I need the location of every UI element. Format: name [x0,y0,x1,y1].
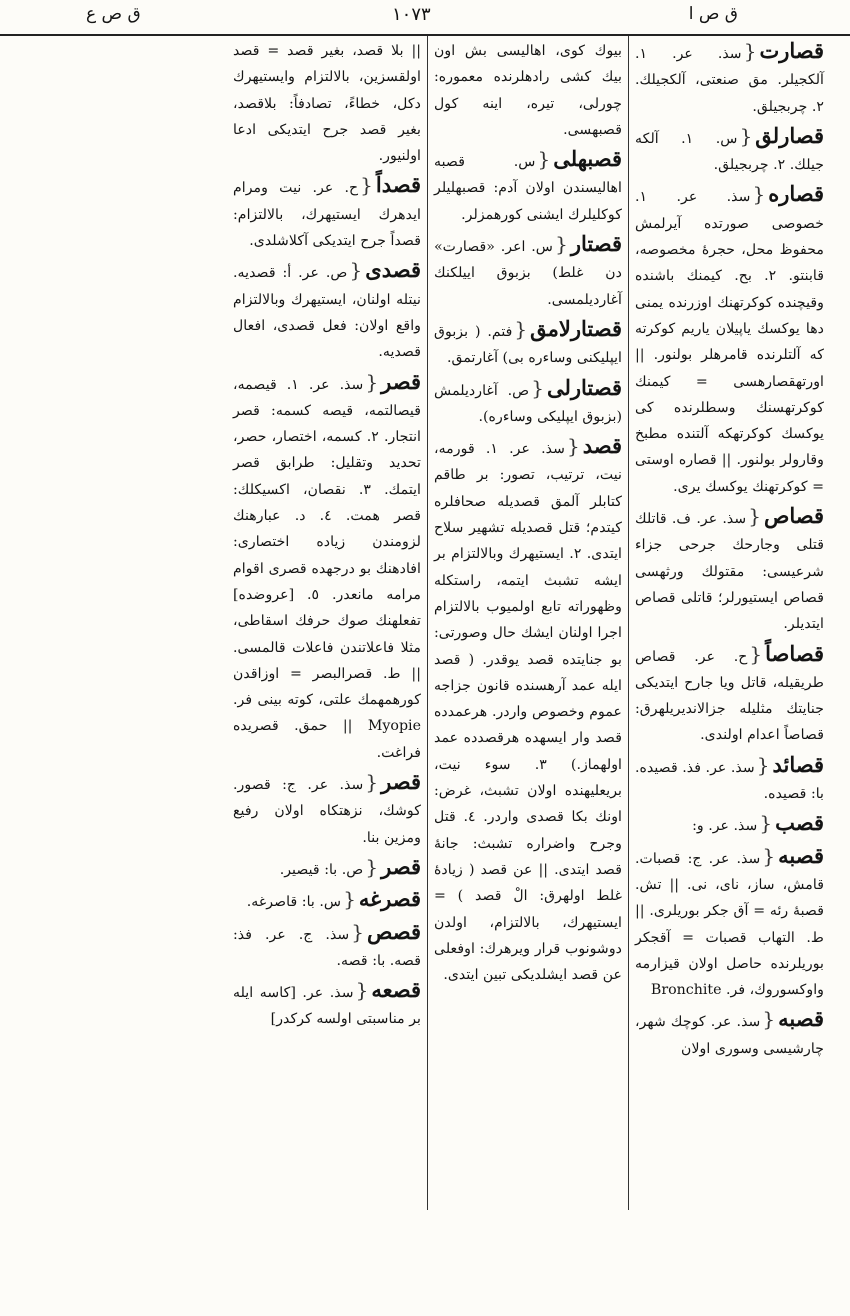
entry-headword: قصبهلی [553,146,622,172]
dictionary-entry [635,752,824,808]
entry-definition: سذ. عر. ١. قورمه، نيت، ترتيب، تصور: بر طاقم كتابلر آلمق قصديله صحافلره كيتدم؛ قتل قصديله تشهير سلاح ايتدی. ٢. ايستيهرك وبالالتزام بر ايشه تشبث ايتمه، راستكله وظهوراته تابع اولميوب بالالتزام اجرا اولنان ايشك حال وصورتی: بو جنايتده قصد يوقدر. ( قصد ايله عمد آرهسنده قانون جزاجه عموم وخصوص واردر. هرعمدده قصد وار ايسهده هرقصدده عمد اولهماز.) ٣. سوء نيت، بريعليهنده اولان تشبث، غرض: اونك بكا قصدی واردر. ٤. قتل وجرح واضراره تشبث: جانهٔ قصد ايتدی. || عن قصد ( زيادهٔ غلط اولهرق: الْ قصد ) = ايستيهرك، بالالتزام، اولدن دوشونوب قرار ويرهرك: اوفعلی عن قصد ايشلديكی تبين ايتدی. [434,441,623,984]
entry-headword: قصداً [375,172,421,198]
dictionary-entry [233,38,421,169]
entry-definition: ص. آغارديلمش (بزبوق ايپليكی وساءره). [434,382,622,425]
dictionary-entry [434,316,622,372]
entry-definition: سذ. عر. ج: قصور. كوشك، نزهتكاه اولان رفيع ومزين بنا. [233,777,421,846]
entry-definition: ح. عر. قصاص طريقيله، قاتل ويا جارح ايتديكی جنايتك مثليله جزالانديريلهرق: قصاصاً اعدام اولندی. [635,648,824,744]
dictionary-entry [434,231,622,313]
brace-glyph: { [514,316,528,341]
brace-glyph: { [759,811,773,836]
entry-headword: قصب [775,810,824,836]
dictionary-entry [635,123,824,179]
brace-glyph: { [365,770,379,795]
dictionary-entry [635,38,824,120]
entry-headword: قصاصاً [765,640,824,666]
entry-definition: س. ١. آلكه جيلك. ٢. چربجيلق. [635,130,824,174]
entry-headword: قصارلق [755,122,824,148]
entry-definition: سذ. عر. و: [692,818,758,835]
entry-definition: س. اعر. «قصارت» دن غلط) بزبوق اييلكنك آغارديلمسی. [434,239,622,308]
entry-definition: ص. با: قيصير. [279,861,364,878]
brace-glyph: { [365,369,379,394]
column-2 [428,36,629,1210]
dictionary-entry [434,375,622,431]
entry-definition: س. قصبه اهاليسندن اولان آدم: قصبهليلر كوكليلرك ايشنی كورهمزلر. [434,154,622,223]
dictionary-entry [635,810,824,839]
dictionary-entry [233,977,421,1033]
columns-container [24,36,830,1210]
entry-definition: سذ. عر. ١. خصوصی صورتده آيرلمش محفوظ محل، حجرهٔ مخصوصه، قابنتو. ٢. بح. كيمنك باشنده وقيچنده كوكرتهنك اوزرنده يمنی دها يوكسك ياپيلان ياريم كوكرته كه آلتلرنده قامرهلر بولنور. || اورتهقصارهسی = كيمنك كوكرتهسنك وسطلرنده كی يوكسك كوكرتهكه آلتنده مطبخ وقارولر بولنور. || قصاره اوستی = كوكرتهنك يوكسك يری. [635,189,824,495]
dictionary-entry [434,146,622,228]
dictionary-entry [635,843,824,1004]
brace-glyph: { [762,1007,776,1032]
entry-headword: قصعه [371,977,421,1003]
entry-headword: قصتارلامق [530,315,622,341]
dictionary-entry [233,854,421,883]
brace-glyph: { [762,843,776,868]
entry-headword: قصدی [365,257,421,283]
brace-glyph: { [756,752,770,777]
brace-glyph: { [343,887,356,912]
header-right-guide: ق ص ا [688,4,738,24]
brace-glyph: { [360,173,373,198]
entry-definition: سذ. عر. ١. آلكجيلر. مق صنعتی، آلكجيلك. ٢. چربجيلق. [635,46,824,115]
entry-headword: قصبه [778,1006,824,1032]
entry-definition: سذ. ج. عر. فذ: قصه. با: قصه. [233,926,421,969]
brace-glyph: { [351,919,365,944]
entry-headword: قصر [381,769,421,795]
brace-glyph: { [566,434,580,459]
entry-headword: قصائد [772,751,824,777]
header-left-guide: ق ص ع [86,4,141,24]
dictionary-entry [233,172,421,254]
column-3 [227,36,428,1210]
page-header [0,0,850,36]
brace-glyph: { [349,258,363,283]
brace-glyph: { [748,504,761,529]
page-number: ١٠٧٣ [392,4,431,25]
entry-definition: سذ. عر. ف. قاتلك قتلی وجارحك جرحی جزاء شرعيسی: مقتولك ورثهسی قصاص ايستيورلر؛ قاتلی قصاص ايتديلر. [635,511,824,633]
dictionary-entry [434,38,622,143]
brace-glyph: { [739,123,753,148]
entry-headword: قصبه [778,842,824,868]
entry-definition: ح. عر. نيت ومرام ايدهرك ايستيهرك، بالالتزام: قصداً جرح ايتديكی آكلاشلدی. [233,180,421,250]
entry-definition: سذ. عر. ١. قيصمه، قيصالتمه، قيصه كسمه: قصر انتجار. ٢. كسمه، اختصار، حصر، تحديد وتقليل: طرابق قصر ايتمك. ٣. نقصان، اكسيكلك: قصر همت. ٤. د. عبارهنك لزومندن زياده اختصاری: افادهنك بو درجهده قصری اقوام مرامه مانعدر. ٥. [عروضده] تفعلهنك صوك حرفك اسقاطی، مثلا فاعلاتندن فاعلات قالمسی. || ط. قصرالبصر = اوزاقدن كورهمهمك علتی، كوته بينی فر. Myopie || حمق. قصريده فراغت. [233,376,421,761]
entry-definition: سذ. عر. ج: قصبات. قامش، ساز، نای، نی. || تش. قصبهٔ رئه = آق جكر بوريلری. || ط. التهاب قصبات = آقجكر بوريلرنده حاصل اولان قيزارمه واوكسوروك، فر. Bronchite [635,850,824,999]
entry-definition: سذ. عر. فذ. قصيده. با: قصيده. [635,759,824,803]
entry-definition: س. با: قاصرغه. [246,894,342,911]
brace-glyph: { [752,182,766,207]
entry-headword: قصرغه [358,886,421,912]
dictionary-entry [635,181,824,500]
entry-headword: قصاره [768,181,824,207]
dictionary-entry [233,369,421,766]
dictionary-entry [233,886,421,915]
entry-headword: قصد [582,433,622,459]
entry-headword: قصر [381,853,421,879]
entry-definition: بيوك كوی، اهاليسی بش اون بيك كشی رادهلرنده معموره: چورلی، تيره، اينه كول قصبهسی. [434,43,622,138]
brace-glyph: { [355,978,369,1003]
brace-glyph: { [365,854,379,879]
entry-definition: || بلا قصد، بغير قصد = قصد اولقسزين، بالالتزام وايستيهرك دكل، خطاءً، تصادفاً: بلاقصد، بغير قصد جرح ايتديكی ادعا اولنيور. [233,43,421,165]
brace-glyph: { [743,39,757,63]
dictionary-entry [635,503,824,637]
entry-headword: قصاص [763,503,824,529]
dictionary-entry [233,919,421,975]
entry-definition: سذ. عر. كوچك شهر، چارشيسی وسوری اولان [635,1014,824,1057]
brace-glyph: { [537,147,551,172]
entry-definition: سذ. عر. [كاسه ايله بر مناسبتی اولسه كركدر] [233,985,421,1028]
entry-headword: قصتار [570,231,622,257]
entry-headword: قصارت [759,38,824,63]
column-1 [629,36,830,1210]
dictionary-entry [635,641,824,749]
dictionary-entry [233,769,421,851]
entry-headword: قصص [367,918,421,944]
entry-definition: فتم. ( بزبوق ايپليكنی وساءره بی) آغارتمق. [434,323,622,367]
brace-glyph: { [555,232,568,257]
brace-glyph: { [749,641,763,666]
dictionary-entry [434,433,622,988]
dictionary-entry [233,257,421,365]
entry-definition: ص. عر. أ: قصديه. نيتله اولنان، ايستيهرك وبالالتزام واقع اولان: فعل قصدی، افعال قصديه. [233,265,421,361]
dictionary-entry [635,1006,824,1062]
entry-headword: قصتارلی [546,374,622,400]
brace-glyph: { [531,375,544,400]
entry-headword: قصر [381,368,422,394]
